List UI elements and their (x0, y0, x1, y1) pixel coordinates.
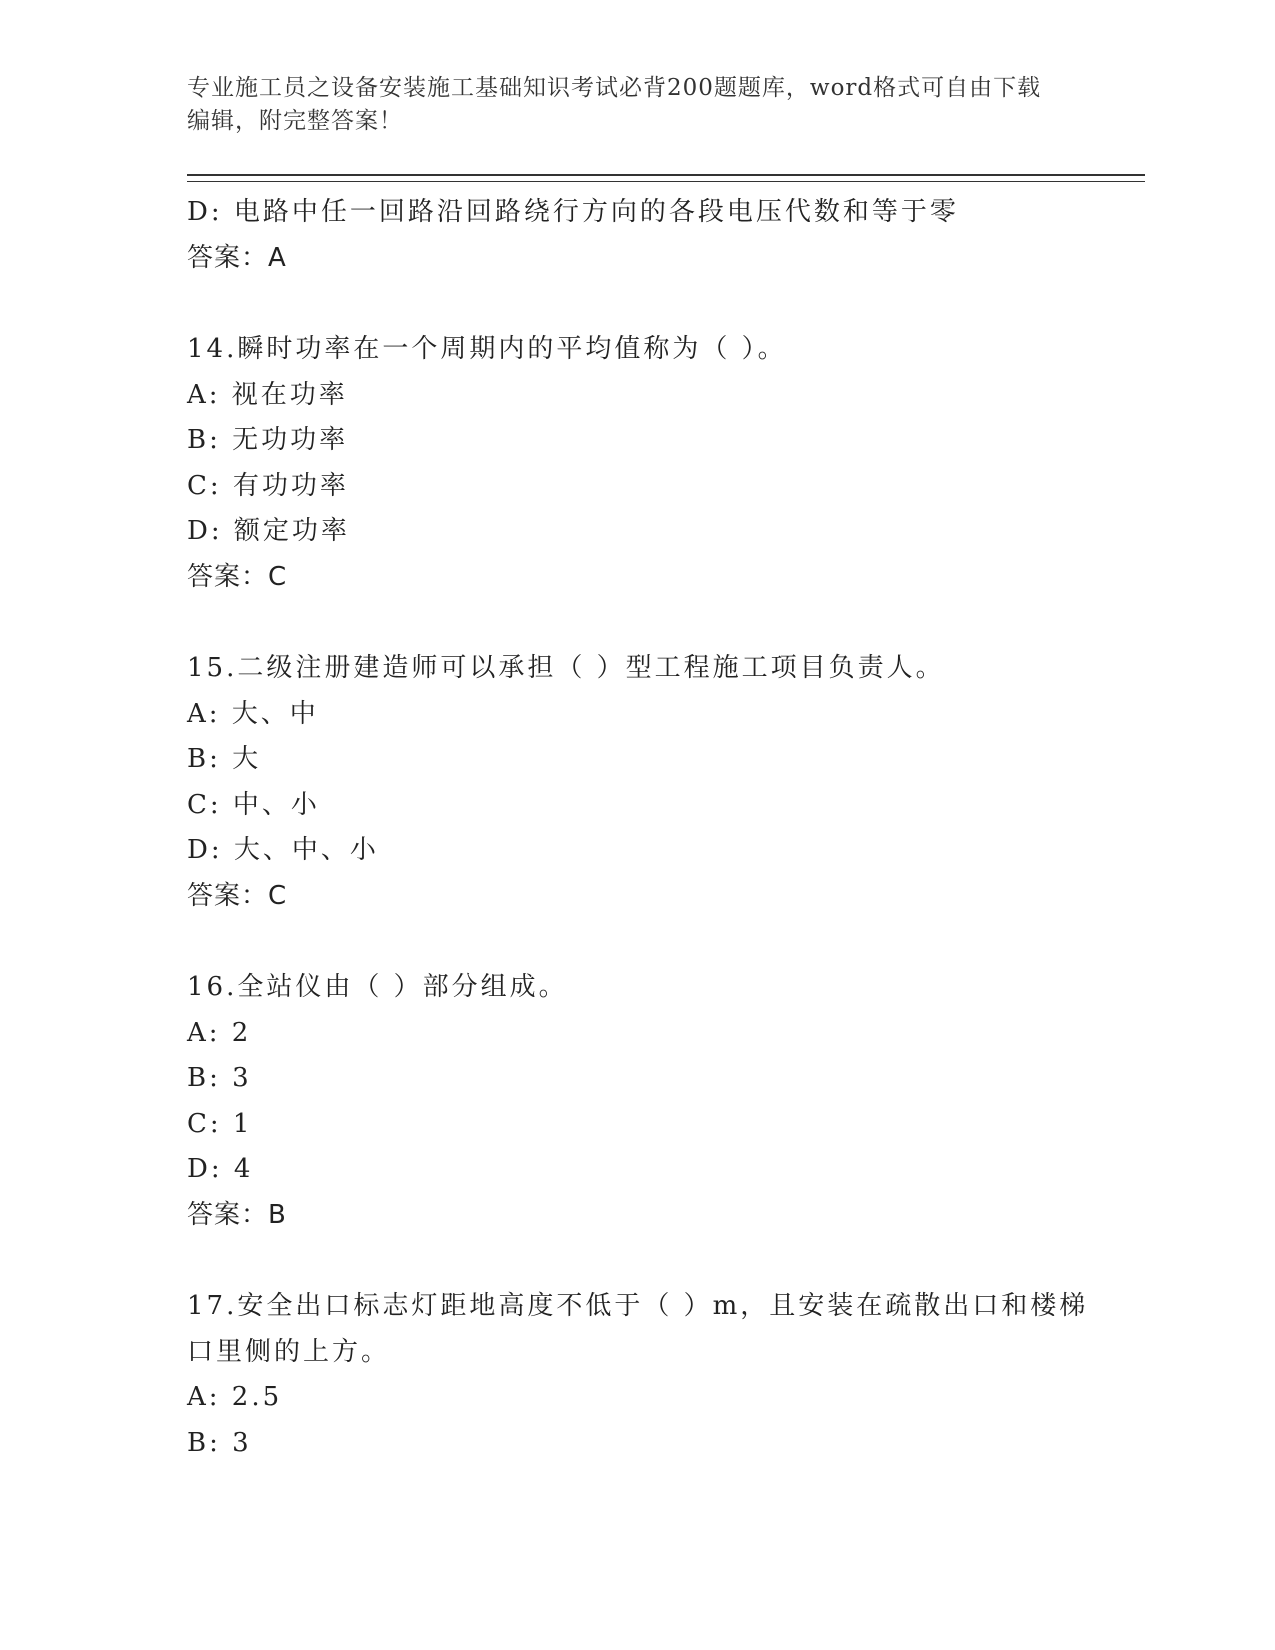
spacer (187, 919, 1087, 965)
q17-option-a: A: 2.5 (187, 1382, 283, 1412)
q13-option-d: D: 电路中任一回路沿回路绕行方向的各段电压代数和等于零 (187, 197, 959, 227)
question-15 (187, 646, 1087, 919)
q17-question-line-1: 17.安全出口标志灯距地高度不低于（ ）m，且安装在疏散出口和楼梯 (187, 1291, 1089, 1321)
q15-option-c: C: 中、小 (187, 789, 320, 820)
q14-option-a: A: 视在功率 (187, 379, 348, 410)
header-title-line-1: 专业施工员之设备安装施工基础知识考试必背200题题库，word格式可自由下载 (187, 75, 1042, 101)
q17-question-line-2: 口里侧的上方。 (187, 1336, 391, 1367)
document-header (187, 72, 1067, 138)
q17-option-b: B: 3 (187, 1427, 252, 1458)
question-16 (187, 965, 1087, 1238)
q14-option-d: D: 额定功率 (187, 516, 350, 546)
q14-option-b: B: 无功功率 (187, 425, 349, 455)
q16-answer: 答案：B (187, 1199, 287, 1230)
q15-option-a: A: 大、中 (187, 698, 319, 729)
q16-question: 16.全站仪由（ ）部分组成。 (187, 972, 568, 1002)
q14-option-c: C: 有功功率 (187, 470, 349, 501)
q15-option-d: D: 大、中、小 (187, 835, 379, 865)
q13-answer: 答案：A (187, 242, 287, 273)
spacer (187, 281, 1087, 327)
q14-answer: 答案：C (187, 561, 288, 592)
spacer (187, 1238, 1087, 1284)
document-body (187, 190, 1087, 1466)
q16-option-b: B: 3 (187, 1063, 252, 1093)
question-17 (187, 1284, 1087, 1466)
q15-option-b: B: 大 (187, 744, 262, 774)
header-title-line-2: 编辑，附完整答案！ (187, 108, 403, 134)
q16-option-a: A: 2 (187, 1017, 252, 1048)
q16-option-d: D: 4 (187, 1154, 254, 1184)
q14-question: 14.瞬时功率在一个周期内的平均值称为（ ）。 (187, 334, 787, 364)
question-14 (187, 327, 1087, 600)
q16-option-c: C: 1 (187, 1108, 253, 1139)
spacer (187, 600, 1087, 646)
header-rule-thin (187, 181, 1145, 182)
q15-answer: 答案：C (187, 880, 288, 911)
header-rule-thick (187, 174, 1145, 176)
q15-question: 15.二级注册建造师可以承担（ ）型工程施工项目负责人。 (187, 653, 945, 683)
